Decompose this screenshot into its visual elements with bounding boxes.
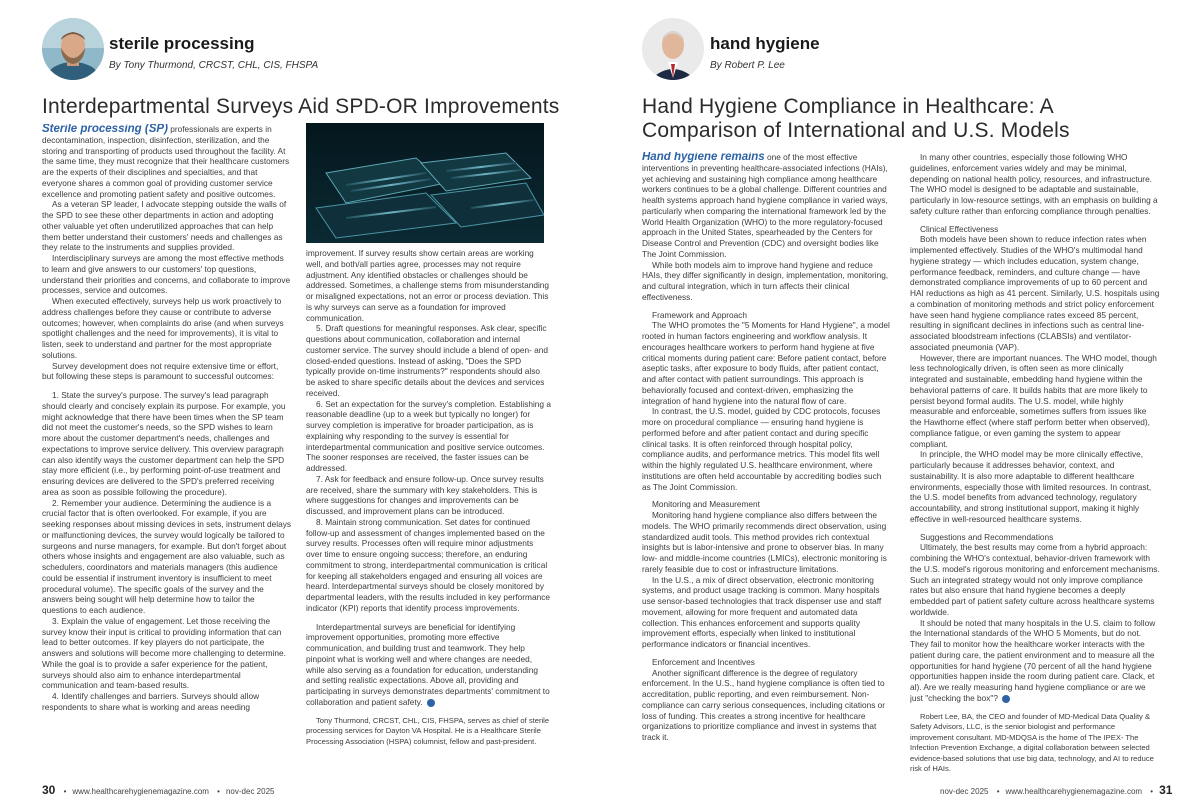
paragraph: As a veteran SP leader, I advocate stepping outside the walls of the SPD to see these other departments in action and adopting other valuable yet often underutilized approaches that can help them better understand their customers' needs and challenges as they relate to the instruments and supplies provided. (42, 199, 287, 253)
end-of-article-icon (1002, 695, 1010, 703)
column-title: sterile processing (109, 34, 255, 53)
paragraph: 4. Identify challenges and barriers. Surveys should allow respondents to share what is working and areas needing (42, 691, 260, 712)
paragraph: one of the most effective interventions in preventing healthcare-associated infections (HAIs), yet achieving and sustaining high compliance among healthcare workers continues to be a global challenge. Different countries and health systems approach hand hygiene compliance in varied ways, particularly when comparing the international framework led by the World Health Organization (WHO) to the more regulatory-focused approach in the United States, spearheaded by the Centers for Disease Control and Prevention (CDC) and oversight bodies like The Joint Commission. (642, 152, 888, 259)
section-heading: Clinical Effectiveness (920, 223, 999, 234)
paragraph: Ultimately, the best results may come from a hybrid approach: combining the WHO's contextual, behavior-driven framework with the U.S. model's rigorous monitoring and enforcement mechanisms. Such an integrated strategy would not only improve compliance rates but also ensure that hand hygiene becomes a deeply embedded part of patient safety culture across healthcare systems worldwide. (910, 542, 1160, 617)
section-heading: Monitoring and Measurement (652, 499, 760, 510)
byline: By Robert P. Lee (710, 60, 785, 71)
footer-url: www.healthcarehygienemagazine.com (72, 787, 209, 796)
author-photo-icon (42, 18, 104, 80)
paragraph: The WHO promotes the "5 Moments for Hand Hygiene", a model rooted in human factors engineering and workflow analysis. It encourages healthcare workers to perform hand hygiene at five critical moments during patient care: Before patient contact, before aseptic tasks, after exposure to body fluids, after patient contact, and after contact with patient surroundings. This approach is behaviorally focused and context-driven, emphasizing the integration of hand hygiene into the natural flow of care. (642, 320, 890, 406)
article-column-1 (42, 124, 292, 772)
paragraph: In the U.S., a mix of direct observation, electronic monitoring systems, and product usage tracking is common. Many hospitals use sensor-based technologies that track dispenser use and staff movement, allowing for more frequent and automated data collection. This enhances enforcement and supports quality improvement efforts, especially when linked to institutional performance indicators or financial incentives. (642, 574, 882, 649)
paragraph: Another significant difference is the degree of regulatory enforcement. In the U.S., hand hygiene compliance is often tied to accreditation, public reporting, and even reimbursement. Non-compliance can carry serious consequences, including citations or loss of funding. This creates a strong incentive for healthcare organizations to prioritize compliance and invest in systems that track it. (642, 667, 886, 742)
paragraph: Interdepartmental surveys are beneficial for identifying improvement opportunities, promoting more effective communication, and building trust and teamwork. They help pinpoint what is working well and where changes are needed, while also serving as a foundation for education, understanding and setting realistic expectations. Above all, providing and participating in surveys demonstrates departments' commitment to collaboration and patient safety. (306, 621, 550, 707)
author-bio: Robert Lee, BA, the CEO and founder of MD-Medical Data Quality & Safety Advisors, LLC, is the senior biologist and performance improvement consultant. MD-MDQSA is the home of The IPEX- The Infection Prevention Exchange, a digital collaboration between selected evidence-based solutions that use big data, technology, and AI to reduce risk of HAIs. (910, 711, 1154, 772)
paragraph: Both models have been shown to reduce infection rates when implemented effectively. Studies of the WHO's multimodal hand hygiene strategy — which includes education, system change, performance feedback, reminders, and culture change — have demonstrated compliance improvements of up to 60 percent and HAI reductions as high as 41 percent. Similarly, U.S. hospitals using a combination of monitoring methods and strict policy enforcement have seen hand hygiene compliance rates exceed 85 percent, resulting in significant declines in infections such as central line-associated bloodstream infections (CLABSIs) and ventilator-associated pneumonia (VAP). (910, 234, 1160, 352)
sterile-instrument-photo (306, 123, 544, 243)
paragraph: professionals are experts in decontamination, inspection, disinfection, sterilization, and the storing and transporting of products used throughout the facility. At the same time, they must recognize that their healthcare customers are the experts of their disciplines and specialties, and that everyone shares a common goal of providing customer service excellence and promoting patient safety and positive outcomes. (42, 124, 290, 199)
lead-in: Hand hygiene remains (642, 152, 765, 163)
paragraph: It should be noted that many hospitals in the U.S. claim to follow the International standards of the WHO 5 Moments, but do not. They fail to monitor how the healthcare worker interacts with the patient during care, the patient environment and to measure all the opportunities for hand hygiene (70 percent of all the hand hygiene opportunities happen inside the room during patient care. Clack, et al). Are we really measuring hand hygiene compliance or are we just "checking the box"? (910, 617, 1156, 703)
paragraph: improvement. If survey results show certain areas are working well, and both/all parties agree, processes may not require adjustment. Any identified obstacles or challenges should be addressed. Sometimes, a challenge stems from misunderstanding or misaligned expectations, not an error or process deviation. This is why surveys can serve as a foundation for improved communication. (306, 248, 550, 323)
footer: nov-dec 2025 • www.healthcarehygienemagazine.com • 31 (940, 783, 1173, 797)
paragraph: 2. Remember your audience. Determining the audience is a crucial factor that is often overlooked. For example, if you are seeking responses about missing devices in sets, instrument delays or malfunctioning devices, the survey would logically be tailored to surgeons and nurse managers, for example. But don't forget about others whose insights and engagement are also valuable, such as schedulers, coordinators and materials managers (this audience could be essential if instrument inventory is insufficient to meet procedural volume). The specific goals of the survey and the answers being sought will help determine how to tailor the questions to each audience. (42, 497, 292, 615)
article-column-2 (306, 248, 551, 772)
paragraph: 1. State the survey's purpose. The survey's lead paragraph should clearly and concisely explain its purpose. For example, you might acknowledge that there have been times when the SP team did not meet the customer's needs, so the SPD wishes to learn more about the customer department's needs, challenges and expectations to improve service delivery. This overview paragraph can also identify ways the customer department can help the SPD stay more efficient (i.e., by performing point-of-use treatment and ensuring devices are delivered to the SPD's preferred receiving area as soon as possible following the procedure). (42, 390, 286, 497)
byline: By Tony Thurmond, CRCST, CHL, CIS, FHSPA (109, 60, 319, 71)
footer-issue: nov-dec 2025 (940, 787, 989, 796)
author-photo-icon (642, 18, 704, 80)
article-column-1 (642, 152, 890, 772)
paragraph: In contrast, the U.S. model, guided by CDC protocols, focuses more on procedural compliance — ensuring hand hygiene is performed before and after patient contact and during specific clinical tasks. It is often reinforced through hospital policy, compliance audits, and performance metrics. This model fits well within the highly regulated U.S. healthcare environment, where institutions are often held accountable by accrediting bodies such as The Joint Commission. (642, 406, 882, 492)
end-of-article-icon (427, 699, 435, 707)
paragraph: When executed effectively, surveys help us work proactively to address challenges before they cause or contribute to adverse outcomes; however, when complaints do arise (and when surveys spotlight challenges and the need for improvements), it is vital to listen, seek to understand and partner for the most appropriate solutions. (42, 296, 284, 360)
paragraph: While both models aim to improve hand hygiene and reduce HAIs, they differ significantly in design, implementation, monitoring, and cultural integration, which in turn affects their clinical effectiveness. (642, 259, 889, 302)
section-heading: Enforcement and Incentives (652, 656, 755, 667)
paragraph: 3. Explain the value of engagement. Let those receiving the survey know their input is critical to providing information that can lead to better outcomes. If key players do not participate, the answers and solutions will become more challenging to determine. While the goal is to provide a safer experience for the patient, surveys should also aim to enhance interdepartmental communication and team-based results. (42, 615, 286, 691)
page-number: 31 (1159, 783, 1173, 797)
section-heading: Suggestions and Recommendations (920, 531, 1054, 542)
paragraph: 6. Set an expectation for the survey's completion. Establishing a reasonable deadline (up to a week but typically no longer) for survey completion is imperative for broader participation, as is explaining why responding to the survey is essential for interdepartmental communication and positive service outcomes. The sooner responses are received, the faster issues can be addressed. (306, 398, 551, 473)
paragraph: 7. Ask for feedback and ensure follow-up. Once survey results are received, share the summary with key stakeholders. This is where suggestions for changes and improvements can be discussed, and improvement plans can be introduced. (306, 473, 544, 516)
paragraph: Monitoring hand hygiene compliance also differs between the models. The WHO primarily recommends direct observation, using standardized audit tools. This method provides rich contextual insights but is labor-intensive and prone to observer bias. In many low- and middle-income countries (LMICs), electronic monitoring is rarely feasible due to cost or infrastructure limitations. (642, 510, 887, 574)
footer: 30 • www.healthcarehygienemagazine.com • nov-dec 2025 (42, 783, 275, 797)
headline: Interdepartmental Surveys Aid SPD-OR Improvements (42, 95, 560, 118)
section-heading: Framework and Approach (652, 309, 748, 320)
paragraph: In many other countries, especially those following WHO guidelines, enforcement varies widely and may be minimal, depending on national health policy, resources, and infrastructure. The WHO model is designed to be adaptable and sustainable, particularly in low-resource settings, with an emphasis on building a safety culture rather than enforcing compliance through penalties. (910, 152, 1158, 216)
paragraph: However, there are important nuances. The WHO model, though less technologically driven, is often seen as more clinically integrated and sustainable, embedding hand hygiene within the behavioral patterns of care. It builds habits that are more likely to persist beyond formal audits. The U.S. model, while highly measurable and enforceable, sometimes suffers from issues like the Hawthorne effect (where staff perform better when observed), compliance fatigue, or even gaming the system to appear compliant. (910, 352, 1157, 449)
headline: Hand Hygiene Compliance in Healthcare: A Comparison of International and U.S. Models (642, 95, 1070, 142)
article-column-2 (910, 152, 1160, 772)
footer-url: www.healthcarehygienemagazine.com (1005, 787, 1143, 796)
paragraph: Interdisciplinary surveys are among the most effective methods to learn and give answers to our customers' top questions, understand their priorities and concerns, and collaborate to improve processes, service and outcomes. (42, 253, 291, 296)
paragraph: 5. Draft questions for meaningful responses. Ask clear, specific questions about communication, collaboration and internal customer service. The survey should include a blend of open- and closed-ended questions. Instead of asking, "Does the SPD typically provide on-time instruments?" respondents should also be asked to share specific details about the devices and services received. (306, 323, 548, 398)
author-bio: Tony Thurmond, CRCST, CHL, CIS, FHSPA, serves as chief of sterile processing services for Dayton VA Hospital. He is a Healthcare Sterile Processing Association (HSPA) columnist, fellow and past-president. (306, 715, 550, 746)
paragraph: 8. Maintain strong communication. Set dates for continued follow-up and assessment of changes implemented based on the survey results. Processes often will require minor adjustments over time to ensure ongoing success; therefore, an enduring commitment to strong, interdepartmental communication is critical for keeping all stakeholders engaged and ensuring all voices are heard. Interdepartmental surveys should be closely monitored by departmental leaders, with the results included in key performance indicator (KPI) reports that identify process improvements. (306, 516, 550, 613)
right-page (600, 0, 1200, 803)
page-number: 30 (42, 783, 56, 797)
footer-issue: nov-dec 2025 (225, 787, 275, 796)
paragraph: In principle, the WHO model may be more clinically effective, particularly because it addresses behavior, context, and sustainability. It is also more adaptable to different healthcare environments, especially those with limited resources. In contrast, the U.S. model benefits from advanced technology, regulatory accountability, and strong institutional support, making it highly effective in well-resourced healthcare systems. (910, 449, 1152, 524)
paragraph: Survey development does not require extensive time or effort, but following these steps is paramount to successful outcomes: (42, 360, 279, 382)
lead-in: Sterile processing (SP) (42, 124, 168, 135)
column-title: hand hygiene (710, 34, 820, 53)
